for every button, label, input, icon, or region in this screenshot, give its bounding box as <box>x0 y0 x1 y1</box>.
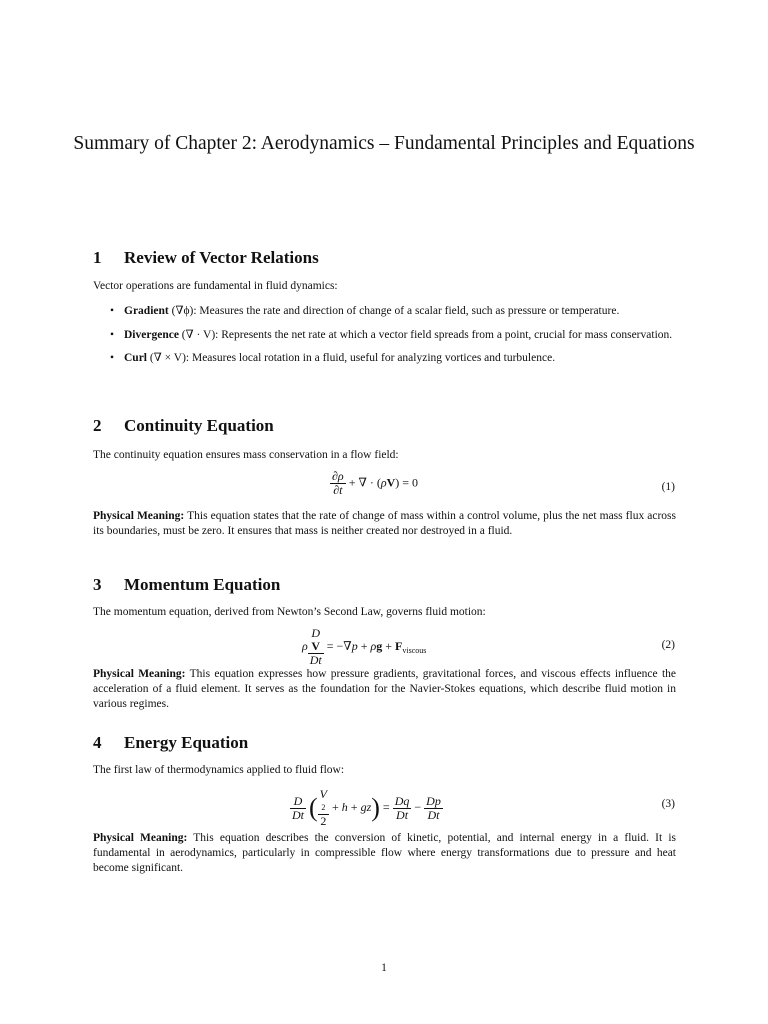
meaning-text: This equation expresses how pressure gradients, gravitational forces, and viscous effects influence the acceleration of a fluid element. It serves as the foundation for the Navier-Stokes equations, which describe fluid motion in various regimes. <box>93 668 676 710</box>
meaning-text: This equation describes the conversion of kinetic, potential, and internal energy in a fluid. It is fundamental in aerodynamics, particularly in compressible flow where energy transformations due to pressure and heat become significant. <box>93 832 676 874</box>
section-heading-1 <box>93 248 319 268</box>
list-item <box>110 328 676 343</box>
section-intro: The momentum equation, derived from Newton’s Second Law, governs fluid motion: <box>93 606 486 618</box>
section-title: Review of Vector Relations <box>124 248 319 267</box>
section-number: 3 <box>93 575 102 594</box>
section-heading-4 <box>93 733 248 753</box>
momentum-equation: ρ D V Dt = $-\nabla p + \rho g + F_{viscous}$ <box>302 626 427 667</box>
section-title: Energy Equation <box>124 733 249 752</box>
bullet-symbol: (∇ϕ) <box>171 305 194 317</box>
equation-number: (2) <box>661 639 675 651</box>
section-number: 1 <box>93 248 102 267</box>
meaning-label: Physical Meaning: <box>93 668 186 680</box>
bullet-text: : Represents the net rate at which a vector field spreads from a point, crucial for mass conservation. <box>215 328 673 341</box>
continuity-equation: $\frac{\partial\rho}{\partial t}$ + ∇ · (ρV) = 0 <box>332 469 419 497</box>
physical-meaning-paragraph <box>93 831 676 876</box>
bullet-term: Curl <box>124 352 147 364</box>
section-title: Momentum Equation <box>124 575 281 594</box>
meaning-text: This equation states that the rate of change of mass within a control volume, plus the net mass flux across its boundaries, must be zero. It ensures that mass is neither created nor destroyed in a fluid. <box>93 510 677 537</box>
equation-number: (3) <box>661 798 675 810</box>
bullet-icon: • <box>110 352 115 364</box>
section-intro: Vector operations are fundamental in fluid dynamics: <box>93 280 338 292</box>
list-item <box>110 351 676 366</box>
section-heading-3 <box>93 575 280 595</box>
physical-meaning-paragraph <box>93 667 676 712</box>
section-number: 4 <box>93 733 102 752</box>
section-heading-2 <box>93 416 274 436</box>
bullet-term: Gradient <box>124 305 169 317</box>
bullet-term: Divergence <box>124 328 179 341</box>
list-item <box>110 304 676 319</box>
section-intro: The first law of thermodynamics applied to fluid flow: <box>93 764 345 776</box>
bullet-text: : Measures the rate and direction of change of a scalar field, such as pressure or temperature. <box>193 305 620 317</box>
page-title: Summary of Chapter 2: Aerodynamics – Fundamental Principles and Equations <box>73 133 695 154</box>
energy-equation: $\frac{D}{Dt}$ ( V 2 2 + h + gz) = $\frac{Dq}{Dt}$ − $\frac{Dp}{Dt}$ <box>292 787 441 828</box>
bullet-icon: • <box>110 305 115 317</box>
section-title: Continuity Equation <box>124 416 274 435</box>
section-intro: The continuity equation ensures mass conservation in a flow field: <box>93 449 399 461</box>
bullet-text: : Measures local rotation in a fluid, useful for analyzing vortices and turbulence. <box>185 352 556 364</box>
page-number: 1 <box>381 962 387 974</box>
vector-bullet-list <box>110 304 676 375</box>
physical-meaning-paragraph <box>93 509 676 539</box>
bullet-symbol: (∇ · V) <box>181 328 216 341</box>
equation-number: (1) <box>661 481 675 493</box>
meaning-label: Physical Meaning: <box>93 832 188 844</box>
meaning-label: Physical Meaning: <box>93 510 185 522</box>
section-number: 2 <box>93 416 102 435</box>
bullet-icon: • <box>110 328 115 341</box>
bullet-symbol: (∇ × V) <box>149 352 186 364</box>
